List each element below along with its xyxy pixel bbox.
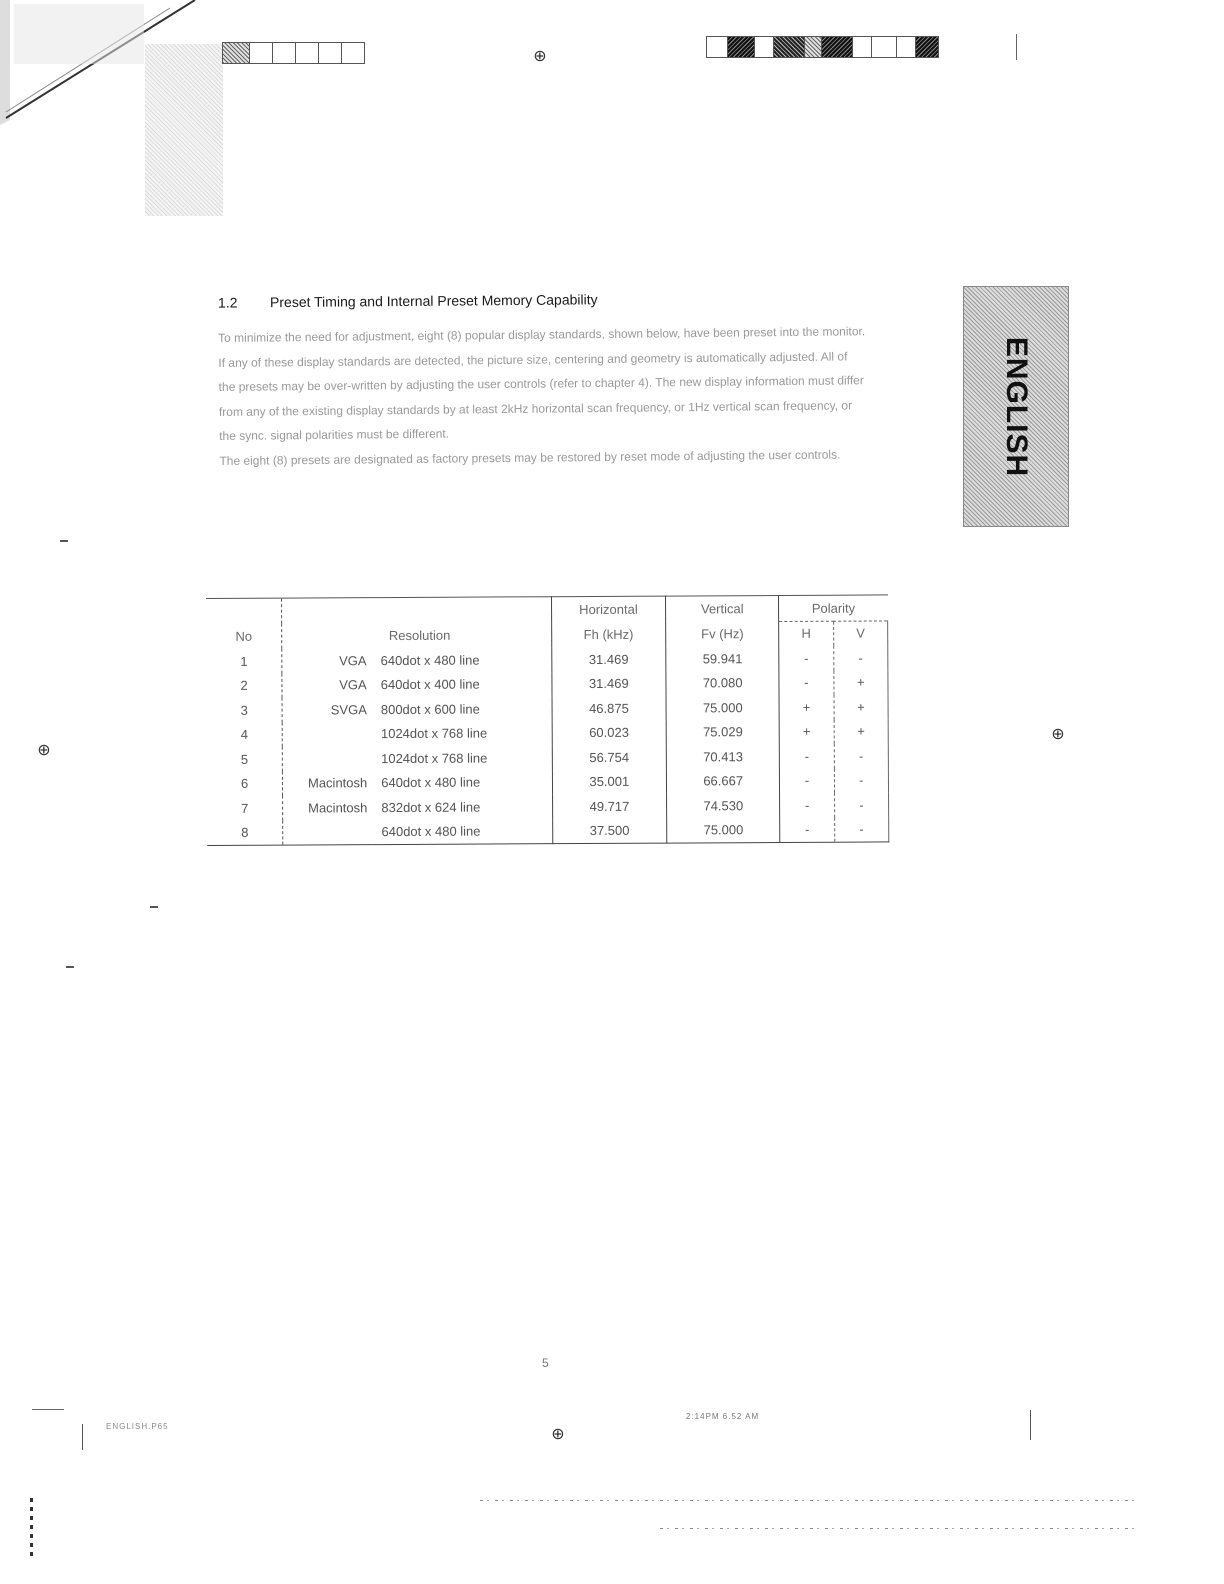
row-standard	[283, 820, 372, 845]
row-polarity-h: -	[780, 793, 834, 818]
row-fh: 37.500	[552, 818, 667, 844]
table-row	[207, 719, 889, 747]
row-fh: 31.469	[551, 671, 666, 696]
row-no: 6	[207, 771, 283, 796]
row-no: 8	[207, 820, 283, 845]
registration-mark-icon: ⊕	[37, 740, 51, 759]
row-resolution: 800dot x 600 line	[371, 696, 552, 721]
header-resolution: Resolution	[282, 622, 551, 648]
margin-tick	[150, 906, 158, 908]
row-polarity-v: -	[834, 768, 888, 793]
row-standard	[282, 722, 371, 747]
row-no: 1	[206, 649, 282, 674]
row-fh: 60.023	[552, 720, 667, 745]
row-polarity-h: +	[779, 695, 833, 720]
row-no: 7	[207, 796, 283, 821]
row-standard: SVGA	[330, 701, 367, 718]
row-fh: 35.001	[552, 769, 667, 794]
row-fh: 46.875	[552, 696, 667, 721]
language-tab	[963, 286, 1069, 527]
header-polarity-h: H	[779, 621, 833, 646]
row-polarity-h: +	[779, 719, 833, 744]
table-row	[206, 645, 888, 673]
row-polarity-h: -	[780, 744, 834, 769]
row-resolution: 640dot x 480 line	[371, 770, 552, 795]
header-polarity-v: V	[833, 620, 887, 645]
page-number: 5	[542, 1356, 549, 1370]
row-no: 3	[207, 698, 283, 723]
header-fv-unit: Fv (Hz)	[666, 621, 779, 647]
row-fv: 70.413	[666, 744, 779, 769]
row-standard: Macintosh	[307, 775, 368, 791]
table-row	[207, 817, 889, 846]
section-heading	[218, 289, 818, 310]
scan-noise	[480, 1500, 1140, 1501]
row-polarity-h: -	[779, 646, 833, 671]
row-polarity-h: -	[779, 670, 833, 695]
row-fv: 75.000	[666, 695, 779, 720]
row-no: 5	[207, 747, 283, 772]
header-polarity: Polarity	[779, 595, 888, 621]
table-row	[206, 670, 888, 698]
row-resolution: 640dot x 480 line	[371, 819, 552, 845]
registration-mark-icon: ⊕	[1051, 724, 1065, 743]
preset-timing-table	[206, 594, 889, 854]
row-fh: 56.754	[552, 745, 667, 770]
registration-color-bar-right	[706, 36, 939, 58]
row-resolution: 640dot x 400 line	[371, 672, 552, 697]
row-standard	[282, 746, 371, 771]
row-fv: 70.080	[666, 670, 779, 695]
row-resolution: 1024dot x 768 line	[371, 745, 552, 770]
table-row	[207, 792, 889, 820]
row-polarity-h: -	[780, 768, 834, 793]
section-title: Preset Timing and Internal Preset Memory Capability	[269, 291, 598, 311]
row-standard: VGA	[339, 677, 367, 693]
section-body	[218, 319, 868, 473]
row-resolution: 832dot x 624 line	[371, 794, 552, 819]
registration-mark-icon: ⊕	[533, 46, 547, 65]
body-paragraph: To minimize the need for adjustment, eight (8) popular display standards, shown below, have been preset into the monitor. If any of these display standards are detected, the picture size, centering and geometry is automatically adjusted. All of the presets may be over-written by adjusting the user controls (refer to chapter 4). The new display information must differ from any of the existing display standards by at least 2kHz horizontal scan frequency, or 1Hz vertical scan frequency, or the sync. signal polarities must be different.	[218, 324, 866, 443]
footer-file-code: ENGLISH.P65	[106, 1422, 169, 1431]
row-fv: 74.530	[667, 793, 780, 818]
row-resolution: 640dot x 480 line	[371, 647, 552, 672]
row-fv: 75.000	[667, 817, 780, 843]
section-number: 1.2	[217, 294, 238, 311]
row-fh: 31.469	[551, 647, 666, 672]
row-fv: 59.941	[666, 646, 779, 671]
row-polarity-v: -	[834, 817, 888, 842]
row-fv: 75.029	[666, 719, 779, 744]
registration-mark-icon: ⊕	[551, 1424, 565, 1443]
margin-tick	[66, 966, 74, 968]
table-row	[207, 768, 889, 796]
corner-halftone-block	[145, 44, 223, 216]
row-fv: 66.667	[667, 768, 780, 793]
header-no: No	[206, 624, 282, 649]
scan-noise	[660, 1528, 1140, 1529]
row-polarity-v: -	[834, 743, 888, 768]
body-paragraph: The eight (8) presets are designated as factory presets may be restored by reset mode of adjusting the user controls.	[219, 446, 841, 468]
row-standard: Macintosh	[308, 799, 368, 816]
row-resolution: 1024dot x 768 line	[371, 721, 552, 746]
row-polarity-v: +	[834, 670, 888, 695]
footer-time-stamp: 2:14PM 6.52 AM	[686, 1412, 760, 1421]
registration-color-bar-left	[222, 42, 365, 64]
row-fh: 49.717	[552, 794, 667, 819]
footer-dash	[32, 1409, 64, 1410]
header-vertical: Vertical	[666, 596, 779, 622]
row-polarity-v: -	[834, 792, 888, 817]
row-no: 4	[207, 722, 283, 747]
header-fh-unit: Fh (kHz)	[551, 622, 666, 648]
row-polarity-v: +	[834, 694, 888, 719]
language-tab-label: ENGLISH	[1000, 336, 1033, 477]
row-standard: VGA	[339, 652, 367, 669]
footer-bar-left	[82, 1424, 83, 1450]
margin-tick	[60, 540, 68, 542]
row-polarity-v: +	[834, 719, 888, 744]
table-row	[207, 743, 889, 771]
footer-bar-right	[1030, 1410, 1031, 1440]
row-polarity-h: -	[780, 817, 834, 842]
row-polarity-v: -	[833, 645, 887, 670]
header-horizontal: Horizontal	[551, 596, 666, 622]
colorbar-end-line	[1016, 34, 1017, 60]
scan-noise	[30, 1498, 33, 1558]
table-row	[207, 694, 889, 722]
row-no: 2	[206, 673, 282, 698]
